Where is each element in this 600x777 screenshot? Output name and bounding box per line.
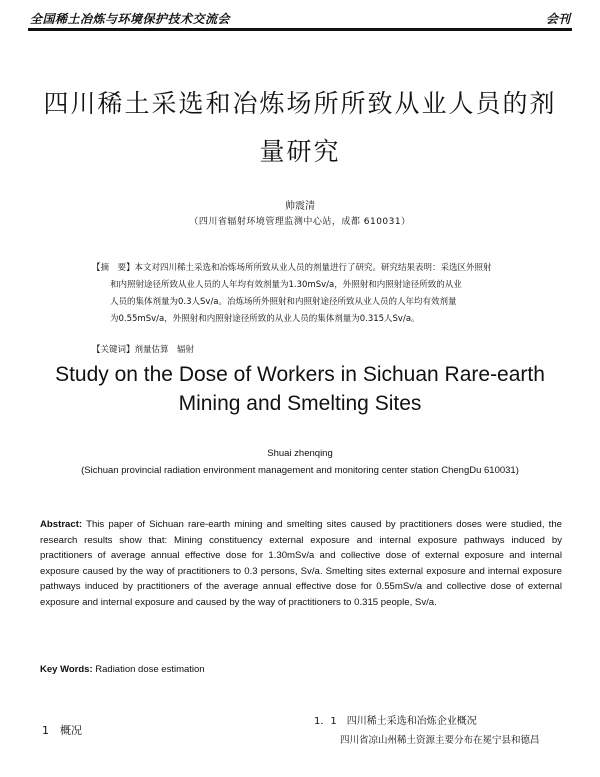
en-keywords bbox=[40, 664, 205, 675]
en-abstract-label: Abstract: bbox=[40, 519, 83, 530]
cn-author: 帅震清 bbox=[285, 201, 315, 212]
en-abstract bbox=[40, 517, 562, 610]
subsection-heading: 1．1 四川稀土采选和冶炼企业概况 bbox=[314, 716, 477, 727]
section-heading-overview: 1 概况 bbox=[42, 724, 82, 737]
header-conference-title: 全国稀土冶炼与环境保护技术交流会 bbox=[30, 12, 231, 26]
cn-affiliation: （四川省辐射环境管理监测中心站，成都 610031） bbox=[189, 217, 411, 227]
en-keywords-label: Key Words: bbox=[40, 664, 93, 675]
en-title-line1: Study on the Dose of Workers in Sichuan Rare-earth bbox=[55, 363, 545, 386]
running-header bbox=[30, 8, 570, 30]
header-proceedings-label: 会刊 bbox=[545, 12, 570, 26]
cn-abstract-line: 为0.55mSv/a，外照射和内照射途径所致的从业人员的集体剂量为0.315人Sv/a。 bbox=[110, 314, 420, 324]
en-title-line2: Mining and Smelting Sites bbox=[178, 392, 422, 415]
cn-keywords bbox=[92, 343, 194, 355]
header-rule bbox=[28, 28, 572, 31]
cn-title-line1: 四川稀土采选和冶炼场所所致从业人员的剂 bbox=[43, 89, 557, 118]
cn-keywords-text: 剂量估算 辐射 bbox=[134, 345, 195, 355]
cn-abstract bbox=[92, 260, 522, 328]
en-keywords-text: Radiation dose estimation bbox=[92, 664, 205, 675]
en-author: Shuai zhenqing bbox=[267, 448, 333, 459]
cn-title-line2: 量研究 bbox=[259, 137, 341, 166]
body-text: 四川省凉山州稀土资源主要分布在冕宁县和德昌 bbox=[340, 735, 540, 746]
cn-abstract-line: 和内照射途径所致从业人员的人年均有效剂量为1.30mSv/a，外照射和内照射途径所致的从业 bbox=[110, 280, 462, 290]
cn-abstract-line: 人员的集体剂量为0.3人Sv/a。冶炼场所外照射和内照射途径所致从业人员的人年均有效剂量 bbox=[110, 297, 457, 307]
cn-abstract-line: 本文对四川稀土采选和冶炼场所所致从业人员的剂量进行了研究。研究结果表明：采选区外照射 bbox=[134, 263, 492, 273]
en-abstract-text: This paper of Sichuan rare-earth mining and smelting sites caused by practitioners doses were studied, the research results show that: Mining constituency external exposure and internal exposure pathways induced by practitioners of average annual effective dose for 1.30mSv/a and collective dose of external exposure and internal exposure caused by the way of practitioners to 0.3 persons, Sv/a. Smelting sites external exposure and internal exposure pathways induced by practitioners of the average annual effective dose for 0.55mSv/a and collective dose of external exposure and internal exposure and caused by the way of practitioners to 0.315 people, Sv/a. bbox=[40, 519, 562, 608]
en-affiliation: (Sichuan provincial radiation environment management and monitoring center station ChengDu 610031) bbox=[81, 465, 519, 476]
cn-keywords-label: 【关键词】 bbox=[92, 345, 135, 355]
cn-abstract-label: 【摘 要】 bbox=[92, 263, 135, 273]
